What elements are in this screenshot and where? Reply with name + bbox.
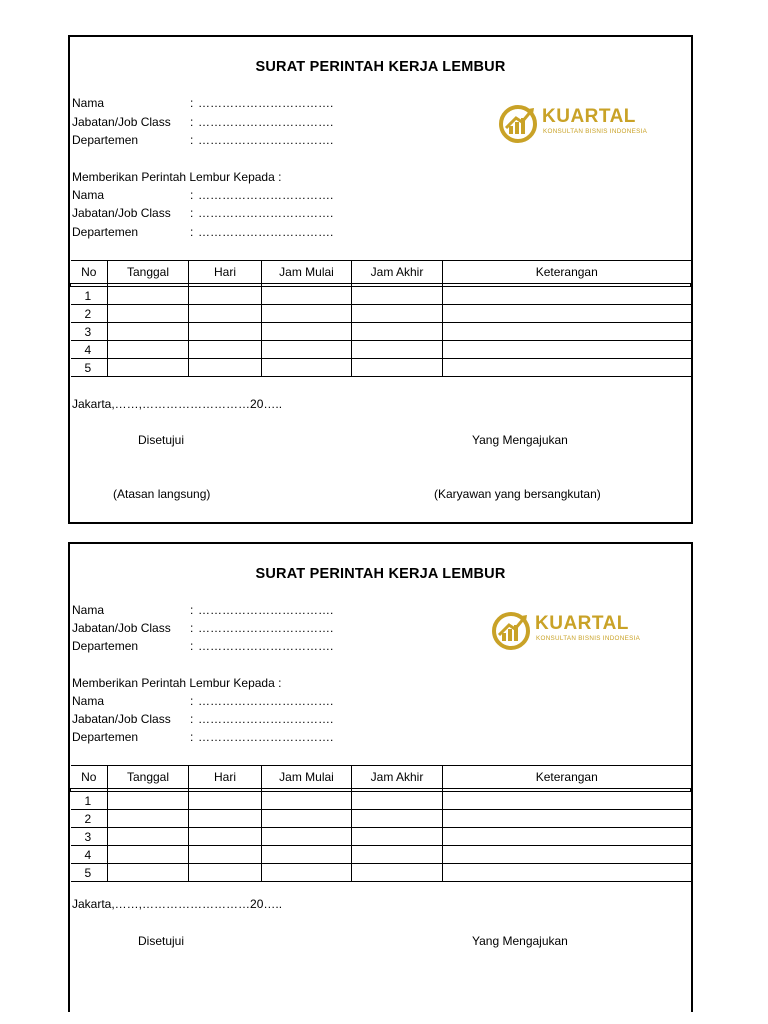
table-row: 5 bbox=[71, 359, 691, 377]
table-row: 2 bbox=[71, 305, 691, 323]
header-keterangan: Keterangan bbox=[443, 766, 691, 789]
header-jam-mulai: Jam Mulai bbox=[262, 261, 352, 284]
cell[interactable] bbox=[262, 828, 352, 846]
form-title: SURAT PERINTAH KERJA LEMBUR bbox=[255, 59, 506, 75]
logo-name: KUARTAL bbox=[542, 106, 636, 127]
table-row: 2 bbox=[71, 810, 691, 828]
field-departemen: Departemen : ……………………………. bbox=[72, 133, 334, 147]
applicant-role: (Karyawan yang bersangkutan) bbox=[434, 487, 601, 501]
assign-field-nama: Nama : ……………………………. bbox=[72, 694, 334, 708]
table-row: 4 bbox=[71, 846, 691, 864]
cell[interactable] bbox=[443, 864, 691, 882]
cell[interactable] bbox=[262, 810, 352, 828]
cell[interactable] bbox=[108, 792, 189, 810]
overtime-form-1 bbox=[68, 35, 693, 524]
cell[interactable] bbox=[262, 359, 352, 377]
table-row: 4 bbox=[71, 341, 691, 359]
field-departemen: Departemen : ……………………………. bbox=[72, 639, 334, 653]
cell[interactable] bbox=[352, 864, 443, 882]
kuartal-logo bbox=[498, 104, 664, 146]
cell[interactable] bbox=[262, 846, 352, 864]
cell[interactable] bbox=[189, 828, 262, 846]
cell[interactable] bbox=[352, 305, 443, 323]
cell[interactable] bbox=[352, 287, 443, 305]
applicant-label: Yang Mengajukan bbox=[472, 934, 568, 948]
applicant-label: Yang Mengajukan bbox=[472, 433, 568, 447]
field-nama: Nama : ……………………………. bbox=[72, 603, 334, 617]
logo-tagline: KONSULTAN BISNIS INDONESIA bbox=[536, 635, 641, 642]
cell[interactable] bbox=[352, 846, 443, 864]
cell[interactable] bbox=[262, 864, 352, 882]
place-date: Jakarta,……,………………………20….. bbox=[72, 397, 283, 411]
logo-tagline: KONSULTAN BISNIS INDONESIA bbox=[543, 128, 648, 135]
cell[interactable] bbox=[108, 305, 189, 323]
cell[interactable] bbox=[443, 323, 691, 341]
field-jabatan: Jabatan/Job Class : ……………………………. bbox=[72, 115, 334, 129]
cell[interactable] bbox=[262, 305, 352, 323]
approved-label: Disetujui bbox=[138, 433, 185, 447]
cell[interactable] bbox=[108, 846, 189, 864]
cell[interactable] bbox=[352, 810, 443, 828]
cell[interactable] bbox=[189, 341, 262, 359]
header-hari: Hari bbox=[189, 261, 262, 284]
header-no: No bbox=[71, 766, 108, 789]
cell[interactable] bbox=[108, 323, 189, 341]
cell[interactable] bbox=[262, 341, 352, 359]
cell[interactable] bbox=[443, 359, 691, 377]
cell[interactable] bbox=[262, 287, 352, 305]
header-jam-akhir: Jam Akhir bbox=[352, 261, 443, 284]
cell[interactable] bbox=[352, 792, 443, 810]
table-row: 1 bbox=[71, 792, 691, 810]
form-title: SURAT PERINTAH KERJA LEMBUR bbox=[255, 566, 506, 582]
header-hari: Hari bbox=[189, 766, 262, 789]
cell[interactable] bbox=[443, 341, 691, 359]
table-row: 1 bbox=[71, 287, 691, 305]
cell[interactable] bbox=[189, 846, 262, 864]
overtime-table bbox=[70, 765, 691, 882]
cell[interactable] bbox=[443, 305, 691, 323]
cell[interactable] bbox=[352, 359, 443, 377]
cell[interactable] bbox=[108, 828, 189, 846]
cell[interactable] bbox=[352, 323, 443, 341]
table-row: 3 bbox=[71, 323, 691, 341]
cell[interactable] bbox=[443, 810, 691, 828]
cell[interactable] bbox=[189, 305, 262, 323]
cell[interactable] bbox=[352, 341, 443, 359]
chart-logo-icon bbox=[491, 611, 531, 651]
cell[interactable] bbox=[108, 359, 189, 377]
field-nama: Nama : ……………………………. bbox=[72, 96, 334, 110]
cell[interactable] bbox=[443, 828, 691, 846]
logo-name: KUARTAL bbox=[535, 613, 629, 634]
header-jam-mulai: Jam Mulai bbox=[262, 766, 352, 789]
approved-role: (Atasan langsung) bbox=[113, 487, 211, 501]
cell[interactable] bbox=[443, 846, 691, 864]
cell[interactable] bbox=[108, 287, 189, 305]
cell[interactable] bbox=[189, 810, 262, 828]
header-tanggal: Tanggal bbox=[108, 261, 189, 284]
assign-field-departemen: Departemen : ……………………………. bbox=[72, 225, 334, 239]
cell[interactable] bbox=[189, 864, 262, 882]
assign-label: Memberikan Perintah Lembur Kepada : bbox=[72, 170, 282, 184]
table-row: 5 bbox=[71, 864, 691, 882]
cell[interactable] bbox=[189, 359, 262, 377]
header-no: No bbox=[71, 261, 108, 284]
cell[interactable] bbox=[443, 287, 691, 305]
cell[interactable] bbox=[189, 323, 262, 341]
table-row: 3 bbox=[71, 828, 691, 846]
cell[interactable] bbox=[262, 792, 352, 810]
cell[interactable] bbox=[443, 792, 691, 810]
assign-field-nama: Nama : ……………………………. bbox=[72, 188, 334, 202]
header-tanggal: Tanggal bbox=[108, 766, 189, 789]
field-jabatan: Jabatan/Job Class : ……………………………. bbox=[72, 621, 334, 635]
cell[interactable] bbox=[108, 864, 189, 882]
place-date: Jakarta,……,………………………20….. bbox=[72, 897, 283, 911]
cell[interactable] bbox=[189, 792, 262, 810]
assign-field-departemen: Departemen : ……………………………. bbox=[72, 730, 334, 744]
overtime-form-2 bbox=[68, 542, 693, 1012]
approved-label: Disetujui bbox=[138, 934, 185, 948]
assign-field-jabatan: Jabatan/Job Class : ……………………………. bbox=[72, 206, 334, 220]
assign-field-jabatan: Jabatan/Job Class : ……………………………. bbox=[72, 712, 334, 726]
header-jam-akhir: Jam Akhir bbox=[352, 766, 443, 789]
header-keterangan: Keterangan bbox=[443, 261, 691, 284]
chart-logo-icon bbox=[498, 104, 538, 144]
overtime-table bbox=[70, 260, 691, 377]
cell[interactable] bbox=[189, 287, 262, 305]
kuartal-logo bbox=[491, 611, 657, 653]
cell[interactable] bbox=[108, 810, 189, 828]
assign-label: Memberikan Perintah Lembur Kepada : bbox=[72, 676, 282, 690]
cell[interactable] bbox=[108, 341, 189, 359]
cell[interactable] bbox=[262, 323, 352, 341]
cell[interactable] bbox=[352, 828, 443, 846]
